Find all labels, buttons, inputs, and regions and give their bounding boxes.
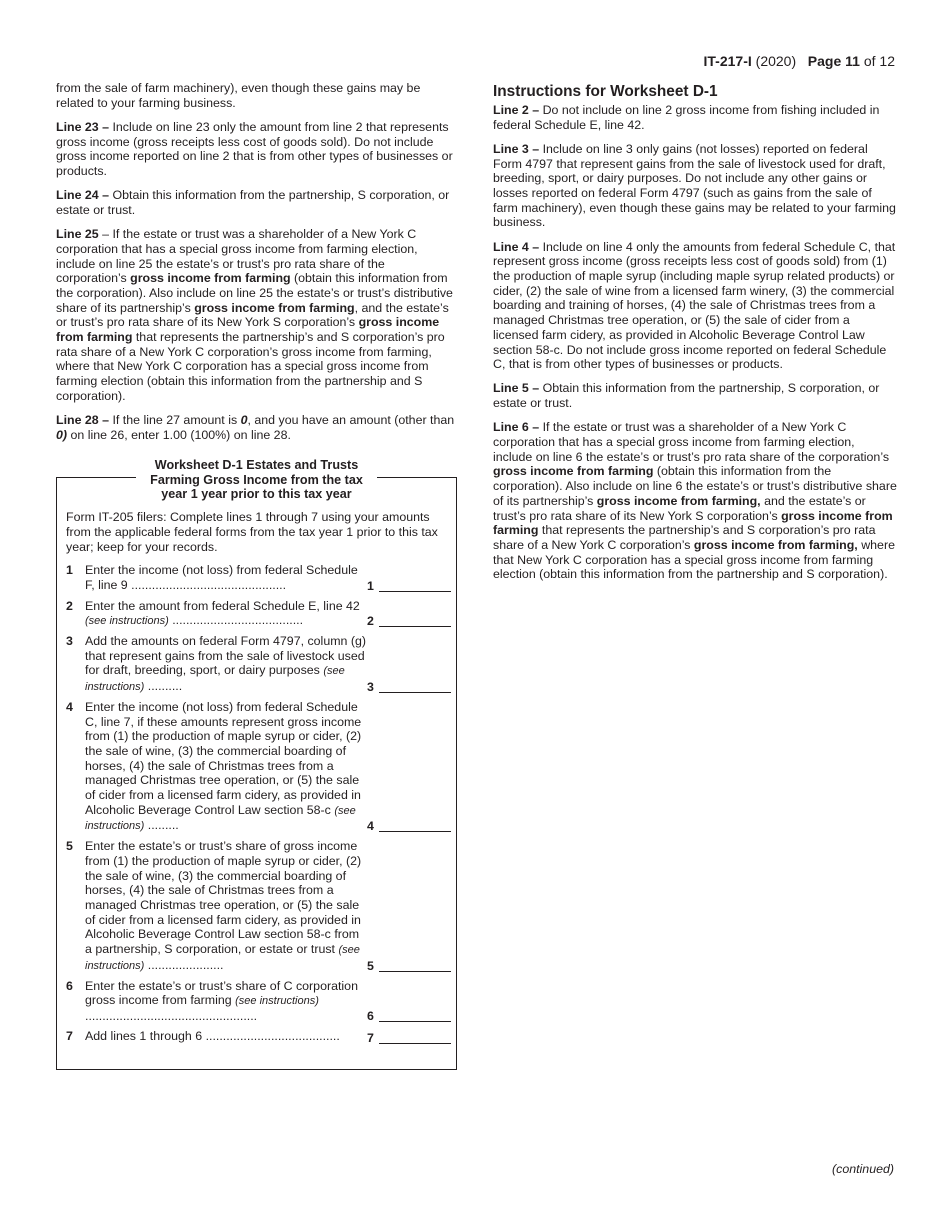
entry-box-number: 6	[367, 1008, 374, 1023]
see-instructions-note: (see instructions)	[85, 944, 360, 972]
line-number: 7	[66, 1028, 73, 1043]
dot-leader: ......................................	[172, 613, 304, 628]
entry-field[interactable]	[379, 612, 451, 627]
page-header	[704, 53, 895, 69]
page-total: of 12	[863, 53, 895, 69]
form-year: (2020)	[755, 53, 797, 69]
worksheet-line-4	[66, 700, 452, 834]
line-description: Add the amounts on federal Form 4797, column (g) that represent gains from the sale of livestock used for draft, breeding, sport, or dairy purposes (see instructions) ..........	[85, 634, 367, 694]
worksheet-lines	[56, 554, 457, 1045]
see-instructions-note: (see instructions)	[85, 615, 169, 628]
line-number: 2	[66, 598, 73, 613]
worksheet-line-3	[66, 634, 452, 695]
line-description: Enter the estate’s or trust’s share of gross income from (1) the production of maple syrup or cider, (2) the sale of wine, (3) the commercial boarding of horses, (4) the sale of Christmas trees from a managed Christmas tree operation, or (5) the sale of cider from a licensed farm cidery, as provided in Alcoholic Beverage Control Law section 58-c from a partnership, S corporation, or estate or trust (see instructions) ......................	[85, 839, 362, 972]
line-description: Enter the income (not loss) from federal Schedule F, line 9 .............................................	[85, 563, 358, 592]
line-23-instructions: Line 23 – Include on line 23 only the amount from line 2 that represents gross income (gross receipts less cost of goods sold). Do not include gross income reported on line 2 that is from other types of businesses or products.	[56, 119, 453, 179]
dot-leader: ......................	[147, 957, 224, 972]
instr-line-5: Line 5 – Obtain this information from the partnership, S corporation, or estate or trust.	[493, 381, 880, 411]
worksheet-d1	[56, 458, 457, 1051]
instr-line-6: Line 6 – If the estate or trust was a shareholder of a New York C corporation that has a special gross income from farming election, include on line 6 the estate’s or trust’s pro rata share of the corporation’s gross income from farming (obtain this information from the corporation). Also include on line 6 the estate’s or trust’s distributive share of its partnership’s gross income from farming, and the estate’s or trust’s pro rata share of its New York S corporation’s gross income from farming that represents the partnership’s and S corporation’s pro rata share of a New York C corporation’s gross income from farming, where that New York C corporation has a special gross income from farming election (obtain this information from the partnership and S corporation).	[493, 420, 897, 582]
entry-box-number: 5	[367, 958, 374, 973]
worksheet-title: Worksheet D-1 Estates and Trusts Farming Gross Income from the tax year 1 year prior to this tax year	[56, 458, 457, 502]
line-number: 5	[66, 839, 73, 854]
worksheet-intro: Form IT-205 filers: Complete lines 1 through 7 using your amounts from the applicable federal forms from the tax year 1 prior to this tax year; keep for your records.	[66, 510, 438, 554]
see-instructions-note: (see instructions)	[235, 995, 319, 1008]
entry-box-number: 2	[367, 614, 374, 629]
dot-leader: .......................................	[205, 1028, 340, 1043]
continued-paragraph: from the sale of farm machinery), even though these gains may be related to your farming business.	[56, 81, 421, 110]
instr-line-4: Line 4 – Include on line 4 only the amounts from federal Schedule C, that represent gross income (gross receipts less cost of goods sold) from (1) the production of maple syrup (including maple syrup related products) or cider, (2) the sale of wine from a licensed farm winery, (3) the commercial boarding and training of horses, (4) the sale of Christmas trees from a managed Christmas tree operation, or (5) the sale of cider from a licensed farm cidery, as provided in Alcoholic Beverage Control Law section 58-c. Do not include gross income reported on federal Schedule C, that is from other types of businesses or products.	[493, 239, 896, 372]
dot-leader: .............................................	[131, 577, 287, 592]
line-description: Enter the estate’s or trust’s share of C corporation gross income from farming (see instructions) ..................................................	[85, 978, 358, 1023]
instructions-title: Instructions for Worksheet D-1	[493, 83, 718, 100]
see-instructions-note: (see instructions)	[85, 804, 356, 833]
line-number: 1	[66, 563, 73, 578]
line-28-instructions: Line 28 – If the line 27 amount is 0, and you have an amount (other than 0) on line 26, enter 1.00 (100%) on line 28.	[56, 413, 455, 442]
line-description: Add lines 1 through 6 .......................................	[85, 1028, 340, 1043]
entry-field[interactable]	[379, 577, 451, 592]
dot-leader: .........	[147, 818, 179, 833]
dot-leader: ..................................................	[85, 1008, 258, 1023]
line-24-instructions: Line 24 – Obtain this information from the partnership, S corporation, or estate or trust.	[56, 188, 450, 217]
instr-line-3: Line 3 – Include on line 3 only gains (not losses) reported on federal Form 4797 that represent gains from the sale of livestock used for draft, breeding, sport, or dairy purposes. Do not include any other gains or losses reported on federal Form 4797 (such as gains from the sale of farm machinery), even though these gains may be related to your farming business.	[493, 141, 896, 230]
instr-line-2: Line 2 – Do not include on line 2 gross income from fishing included in federal Schedule E, line 42.	[493, 103, 880, 132]
page-number: 11	[845, 53, 860, 69]
line-description: Enter the amount from federal Schedule E, line 42 (see instructions) ......................................	[85, 598, 360, 628]
entry-box-number: 3	[367, 680, 374, 695]
worksheet-line-6	[66, 979, 452, 1024]
worksheet-line-2	[66, 599, 452, 629]
entry-box-number: 7	[367, 1030, 374, 1045]
right-column	[493, 81, 897, 592]
line-description: Enter the income (not loss) from federal Schedule C, line 7, if these amounts represent gross income from (1) the production of maple syrup or cider, (2) the sale of wine, (3) the commercial boarding of horses, (4) the sale of Christmas trees from a managed Christmas tree operation, or (5) the sale of cider from a licensed farm cidery, as provided in Alcoholic Beverage Control Law section 58-c (see instructions) .........	[85, 699, 362, 833]
line-number: 4	[66, 699, 73, 714]
page-label: Page	[807, 53, 842, 69]
line-number: 6	[66, 978, 73, 993]
entry-field[interactable]	[379, 1007, 451, 1022]
worksheet-line-1	[66, 563, 452, 593]
left-column	[56, 81, 458, 452]
entry-box-number: 1	[367, 578, 374, 593]
see-instructions-note: (see instructions)	[85, 665, 345, 694]
entry-field[interactable]	[379, 817, 451, 832]
worksheet-line-7	[66, 1029, 452, 1046]
entry-field[interactable]	[379, 957, 451, 972]
form-number: IT-217-I	[703, 53, 752, 69]
entry-field[interactable]	[379, 1029, 451, 1044]
dot-leader: ..........	[147, 679, 183, 694]
continued-note: (continued)	[832, 1162, 894, 1176]
entry-box-number: 4	[367, 819, 374, 834]
worksheet-line-5	[66, 839, 452, 973]
entry-field[interactable]	[379, 678, 451, 693]
line-25-instructions: Line 25 – If the estate or trust was a shareholder of a New York C corporation that has a special gross income from farming election, include on line 25 the estate’s or trust’s pro rata share of the corporation’s gross income from farming (obtain this information from the corporation). Also include on line 25 the estate’s or trust’s distributive share of its partnership’s gross income from farming, and the estate’s or trust’s pro rata share of its New York S corporation’s gross income from farming that represents the partnership’s and S corporation’s pro rata share of a New York C corporation’s gross income from farming, where that New York C corporation has a special gross income from farming election (obtain this information from the partnership and S corporation).	[56, 227, 453, 403]
line-number: 3	[66, 634, 73, 649]
